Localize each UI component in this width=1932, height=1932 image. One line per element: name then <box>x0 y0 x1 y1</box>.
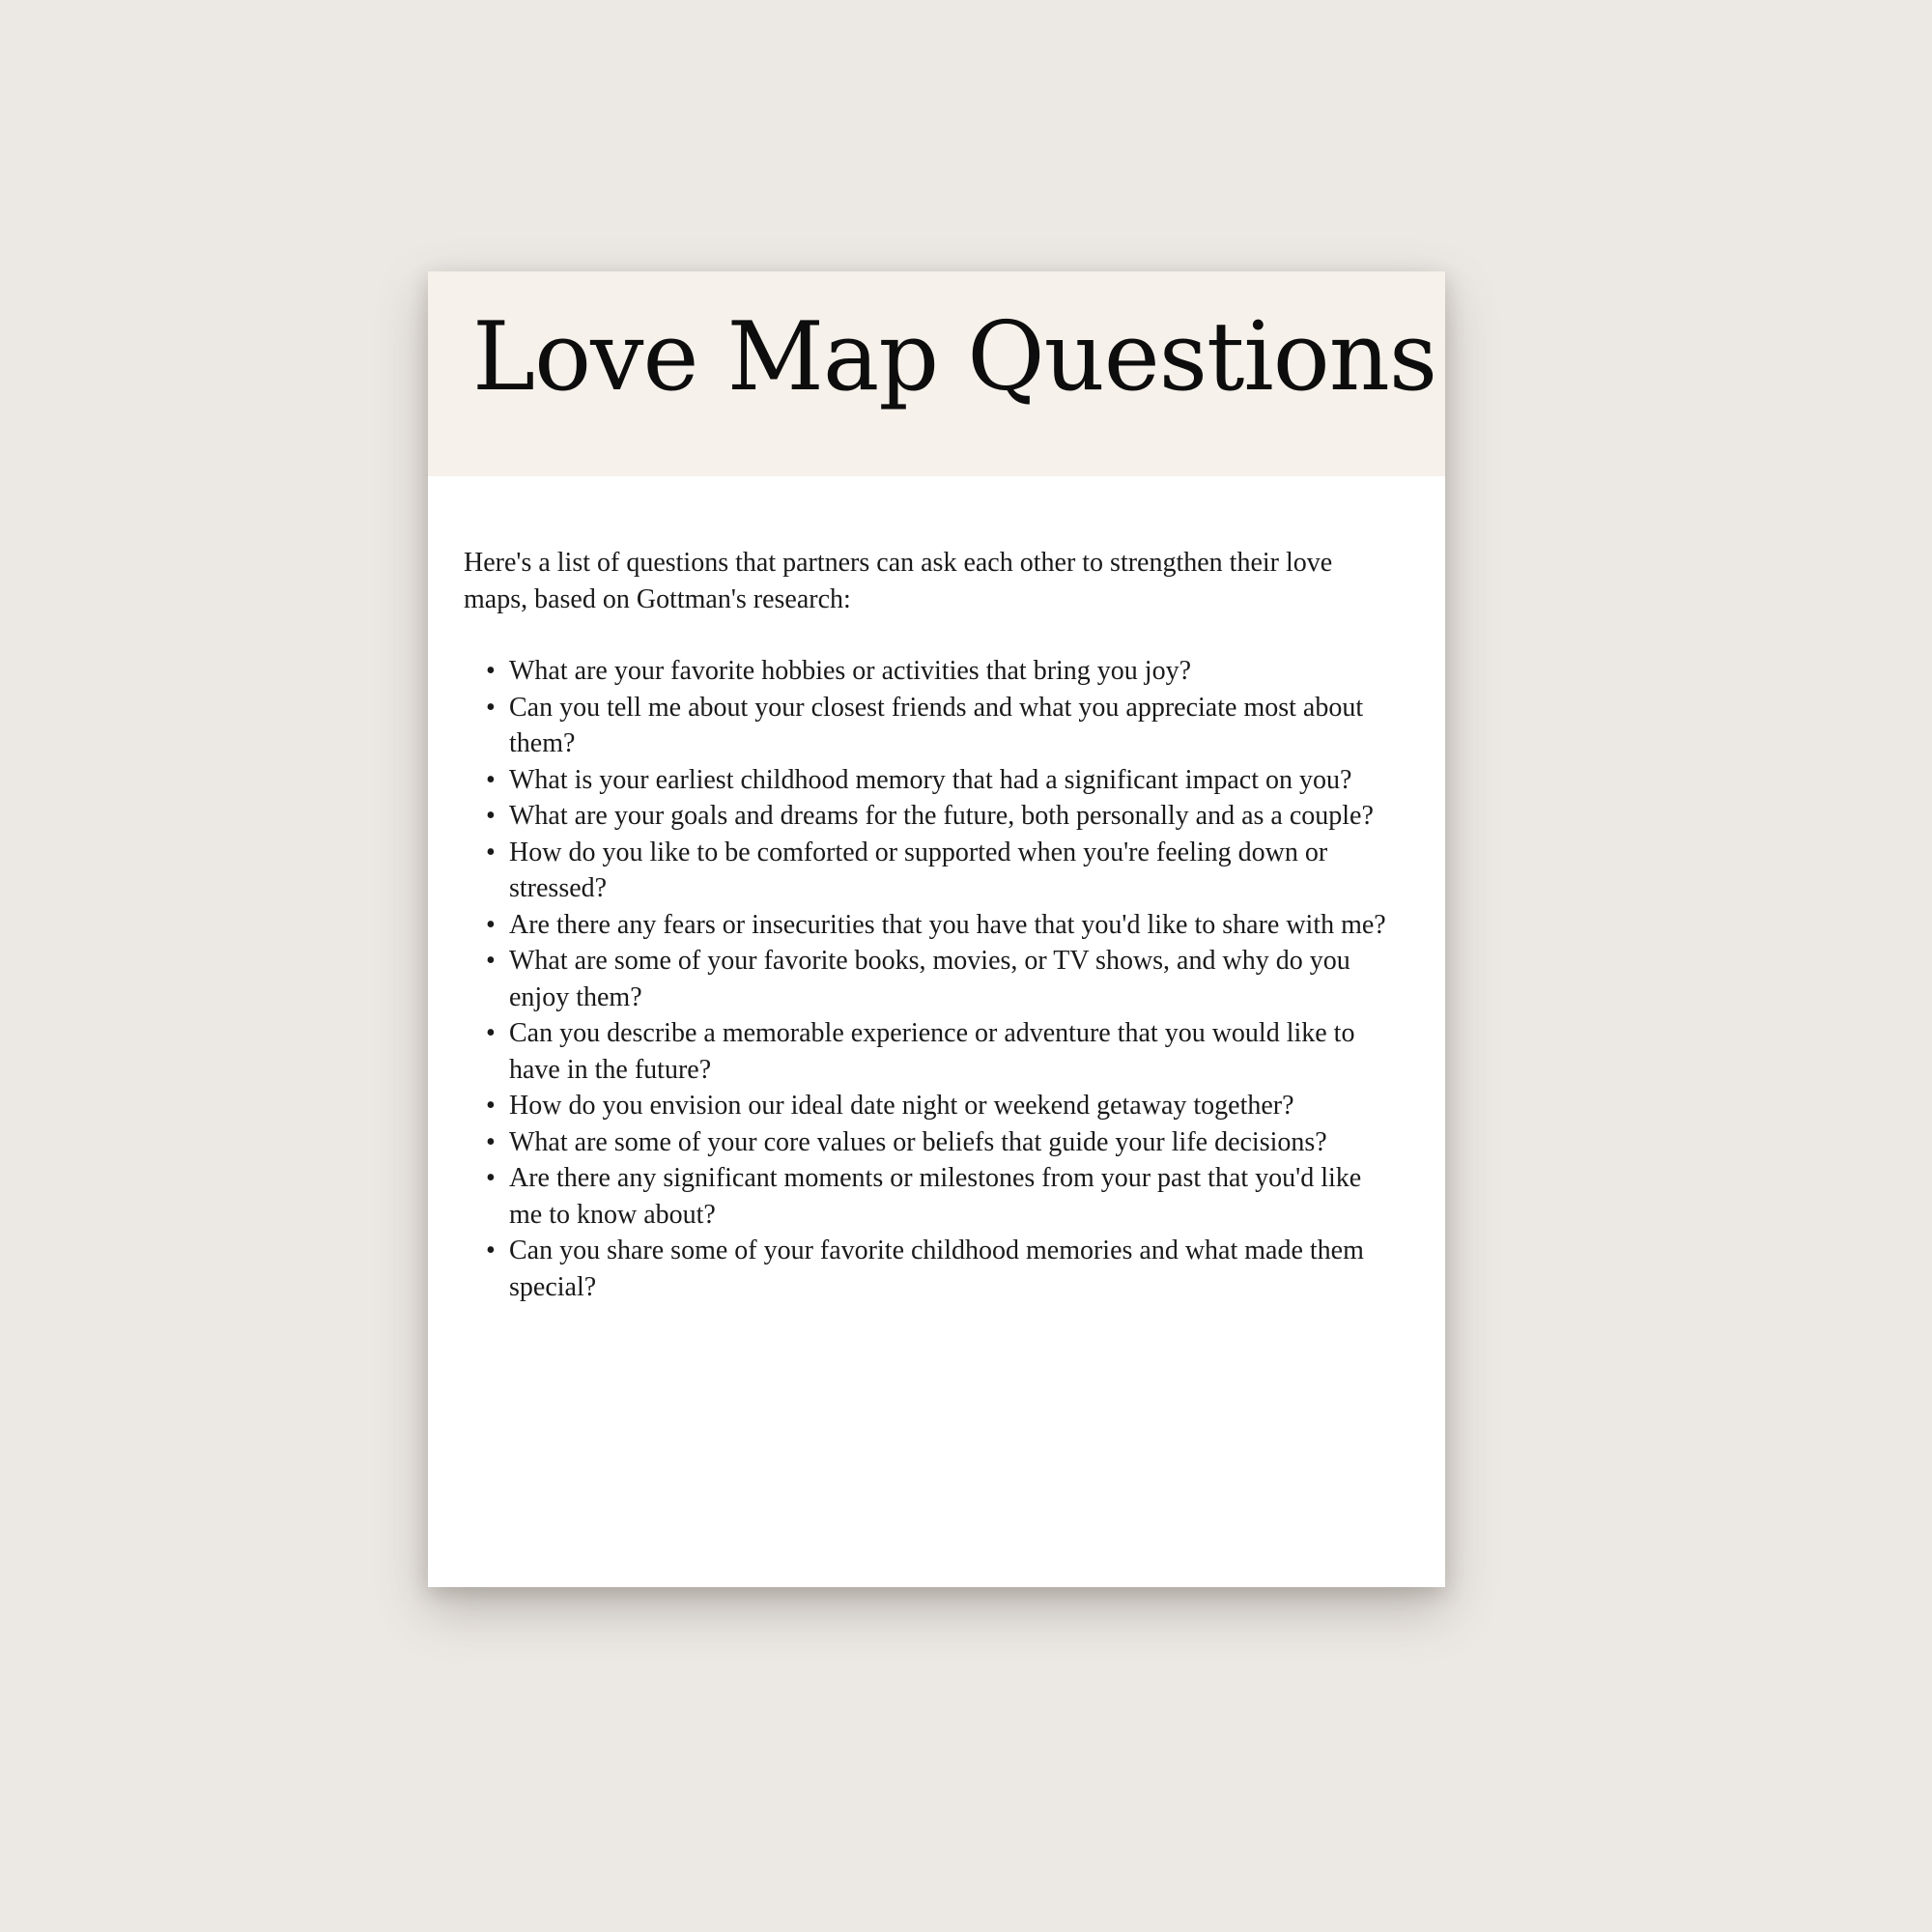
question-text: How do you like to be comforted or supported when you're feeling down or stressed? <box>509 837 1328 903</box>
bullet-icon: • <box>486 1018 496 1048</box>
bullet-icon: • <box>486 1163 496 1193</box>
question-text: Are there any fears or insecurities that you have that you'd like to share with me? <box>509 909 1386 940</box>
document-page <box>428 271 1445 1587</box>
bullet-icon: • <box>486 837 496 867</box>
question-list <box>464 653 1401 1305</box>
page-title: Love Map Questions <box>472 302 1437 412</box>
intro-paragraph: Here's a list of questions that partners can ask each other to strengthen their love maps, based on Gottman's research: <box>464 548 1333 614</box>
question-text: Are there any significant moments or milestones from your past that you'd like me to know about? <box>509 1163 1362 1230</box>
question-text: What are your favorite hobbies or activities that bring you joy? <box>509 656 1192 686</box>
bullet-icon: • <box>486 764 496 795</box>
question-text: Can you share some of your favorite childhood memories and what made them special? <box>509 1236 1364 1302</box>
list-item <box>486 1015 1401 1088</box>
title-band <box>428 271 1445 476</box>
list-item <box>486 1124 1401 1161</box>
question-text: What are some of your core values or beliefs that guide your life decisions? <box>509 1126 1327 1157</box>
bullet-icon: • <box>486 909 496 940</box>
bullet-icon: • <box>486 656 496 686</box>
list-item <box>486 1160 1401 1233</box>
bullet-icon: • <box>486 1091 496 1121</box>
list-item <box>486 1233 1401 1305</box>
list-item <box>486 835 1401 907</box>
bullet-icon: • <box>486 801 496 831</box>
question-text: Can you tell me about your closest friends and what you appreciate most about them? <box>509 692 1364 758</box>
bullet-icon: • <box>486 946 496 976</box>
list-item <box>486 907 1401 944</box>
question-text: What are some of your favorite books, movies, or TV shows, and why do you enjoy them? <box>509 946 1350 1012</box>
bullet-icon: • <box>486 1236 496 1265</box>
question-text: What is your earliest childhood memory that had a significant impact on you? <box>509 764 1352 795</box>
list-item <box>486 798 1401 835</box>
question-text: What are your goals and dreams for the future, both personally and as a couple? <box>509 801 1374 831</box>
bullet-icon: • <box>486 692 496 723</box>
question-text: Can you describe a memorable experience or adventure that you would like to have in the future? <box>509 1018 1355 1085</box>
list-item <box>486 943 1401 1015</box>
list-item <box>486 653 1401 690</box>
bullet-icon: • <box>486 1126 496 1157</box>
list-item <box>486 1088 1401 1124</box>
question-text: How do you envision our ideal date night or weekend getaway together? <box>509 1091 1294 1121</box>
page-content <box>464 545 1401 1305</box>
list-item <box>486 690 1401 762</box>
list-item <box>486 762 1401 799</box>
